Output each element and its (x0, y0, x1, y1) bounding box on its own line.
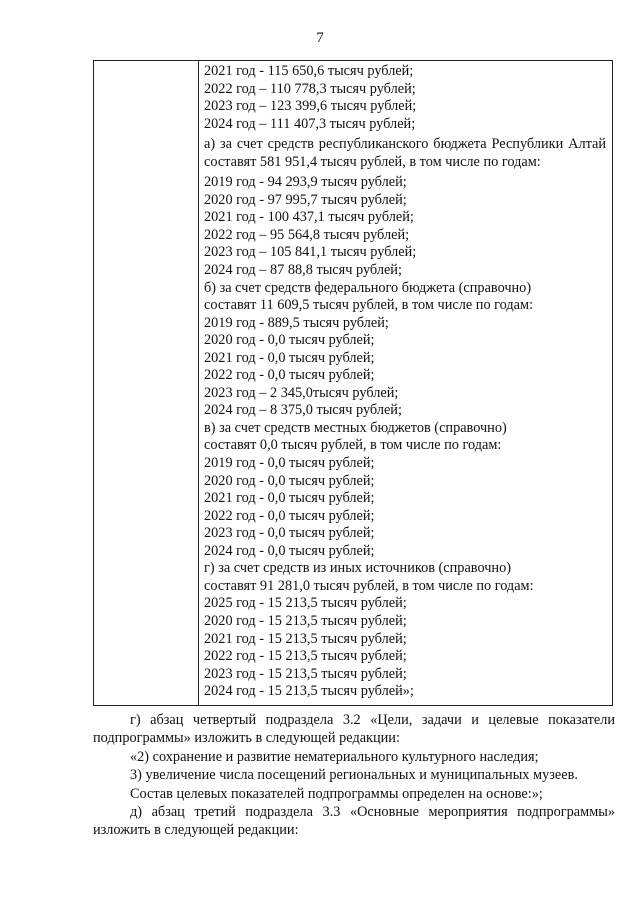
cell-line: 2021 год - 0,0 тысяч рублей; (204, 349, 375, 366)
passport-table (93, 60, 613, 706)
cell-line: б) за счет средств федерального бюджета (справочно) (204, 279, 532, 296)
paragraph-amendment-d: д) абзац третий подраздела 3.3 «Основные мероприятия подпрограммы» изложить в следующей редакции: (93, 804, 615, 839)
paragraph-goal-2: «2) сохранение и развитие нематериального культурного наследия; (130, 748, 539, 765)
cell-line: 2025 год - 15 213,5 тысяч рублей; (204, 595, 407, 612)
cell-line: 2021 год - 100 437,1 тысяч рублей; (204, 209, 414, 226)
cell-line: 2024 год – 87 88,8 тысяч рублей; (204, 262, 402, 279)
cell-line: 2019 год - 0,0 тысяч рублей; (204, 455, 375, 472)
cell-line: 2024 год – 8 375,0 тысяч рублей; (204, 402, 402, 419)
page-number: 7 (316, 30, 324, 46)
cell-line: 2023 год – 105 841,1 тысяч рублей; (204, 244, 417, 261)
cell-line: 2023 год - 0,0 тысяч рублей; (204, 525, 375, 542)
cell-line: 2021 год - 15 213,5 тысяч рублей; (204, 630, 407, 647)
cell-line: 2024 год – 111 407,3 тысяч рублей; (204, 115, 416, 132)
cell-line: 2022 год - 0,0 тысяч рублей; (204, 367, 375, 384)
cell-line: 2019 год - 94 293,9 тысяч рублей; (204, 174, 407, 191)
cell-line: 2023 год – 123 399,6 тысяч рублей; (204, 98, 417, 115)
paragraph-indicators: Состав целевых показателей подпрограммы определен на основе:»; (130, 785, 543, 802)
cell-line: в) за счет средств местных бюджетов (справочно) (204, 419, 507, 436)
paragraph-republic-budget: а) за счет средств республиканского бюджета Республики Алтай составят 581 951,4 тысяч рублей, в том числе по годам: (204, 136, 606, 170)
cell-line: 2019 год - 889,5 тысяч рублей; (204, 314, 389, 331)
cell-lines-1 (204, 63, 606, 133)
body-text (93, 711, 615, 840)
paragraph-amendment-g: г) абзац четвертый подраздела 3.2 «Цели, задачи и целевые показатели подпрограммы» изложить в следующей редакции: (93, 712, 615, 747)
cell-line: 2024 год - 0,0 тысяч рублей; (204, 542, 375, 559)
cell-lines-2 (204, 174, 606, 700)
cell-line: 2021 год - 115 650,6 тысяч рублей; (204, 63, 414, 79)
paragraph-goal-3: 3) увеличение числа посещений региональных и муниципальных музеев. (130, 767, 578, 784)
cell-line: составят 0,0 тысяч рублей, в том числе по годам: (204, 437, 502, 454)
cell-line: 2023 год – 2 345,0тысяч рублей; (204, 384, 399, 401)
cell-line: 2021 год - 0,0 тысяч рублей; (204, 490, 375, 507)
cell-line: 2020 год - 0,0 тысяч рублей; (204, 332, 375, 349)
cell-line: г) за счет средств из иных источников (справочно) (204, 560, 511, 577)
cell-line: 2020 год - 0,0 тысяч рублей; (204, 472, 375, 489)
cell-line: 2023 год - 15 213,5 тысяч рублей; (204, 665, 407, 682)
cell-line: составят 11 609,5 тысяч рублей, в том числе по годам: (204, 297, 534, 314)
cell-line: 2024 год - 15 213,5 тысяч рублей»; (204, 683, 414, 700)
cell-line: 2022 год - 15 213,5 тысяч рублей; (204, 648, 407, 665)
cell-line: 2020 год - 97 995,7 тысяч рублей; (204, 191, 407, 208)
column-divider (198, 61, 199, 705)
cell-line: 2022 год – 110 778,3 тысяч рублей; (204, 80, 416, 97)
cell-line: составят 91 281,0 тысяч рублей, в том числе по годам: (204, 577, 534, 594)
funding-cell (204, 63, 606, 701)
cell-line: 2022 год - 0,0 тысяч рублей; (204, 507, 375, 524)
cell-line: 2020 год - 15 213,5 тысяч рублей; (204, 612, 407, 629)
cell-line: 2022 год – 95 564,8 тысяч рублей; (204, 226, 410, 243)
